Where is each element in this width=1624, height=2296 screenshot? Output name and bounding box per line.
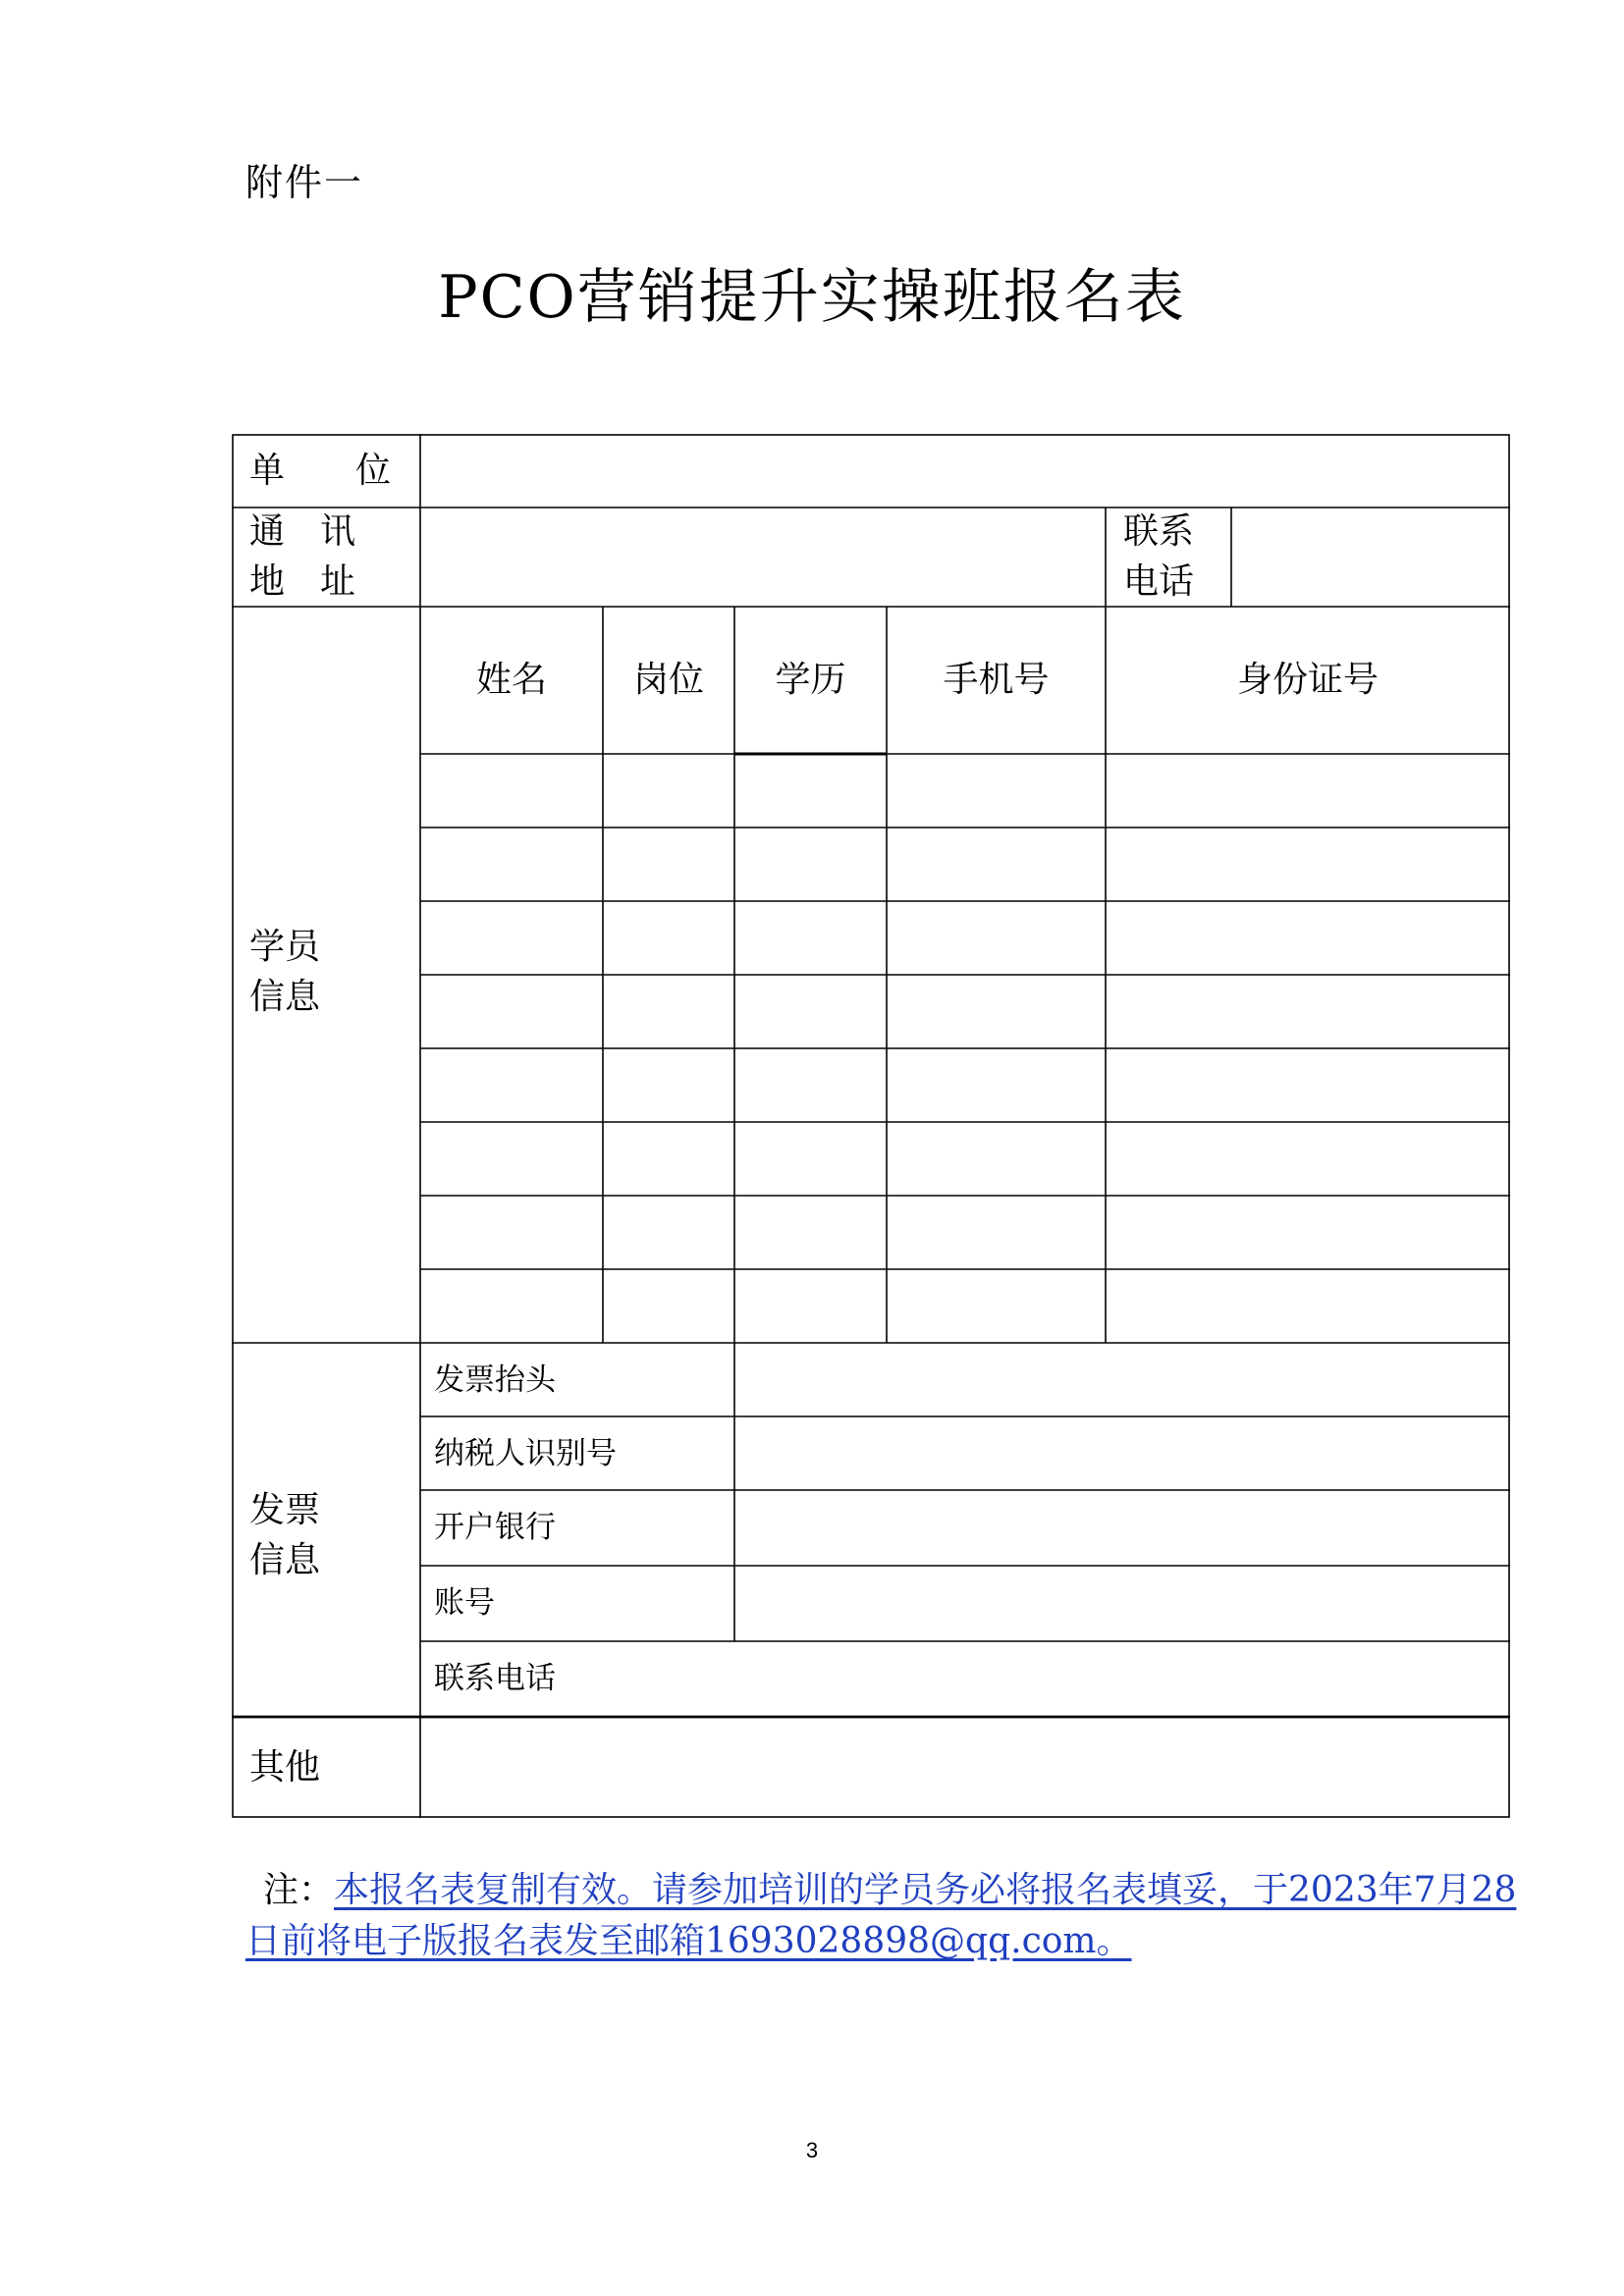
invoice-field-bank: 开户银行 — [434, 1510, 556, 1545]
student-info-label-line1: 学员 — [249, 927, 321, 967]
other-label: 其他 — [249, 1747, 321, 1788]
note-prefix: 注： — [263, 1870, 335, 1910]
invoice-phone-input[interactable] — [737, 1644, 1507, 1714]
contact-phone-label-line2: 电话 — [1123, 561, 1195, 602]
column-header-name: 姓名 — [475, 660, 547, 700]
invoice-field-account: 账号 — [434, 1585, 495, 1621]
invoice-account-input[interactable] — [737, 1569, 1507, 1638]
contact-phone-label-line1: 联系 — [1123, 511, 1195, 552]
invoice-taxpayer-id-input[interactable] — [737, 1419, 1507, 1487]
column-header-id-number: 身份证号 — [1236, 660, 1379, 700]
other-input[interactable] — [423, 1720, 1507, 1815]
invoice-title-input[interactable] — [737, 1346, 1507, 1414]
column-header-education: 学历 — [775, 660, 846, 700]
column-header-position: 岗位 — [632, 660, 704, 700]
invoice-info-label-line2: 信息 — [249, 1540, 321, 1580]
contact-phone-input[interactable] — [1234, 510, 1507, 604]
address-label-line2: 地 址 — [249, 561, 356, 602]
page-title: PCO营销提升实操班报名表 — [438, 263, 1186, 332]
invoice-field-taxpayer-id: 纳税人识别号 — [434, 1436, 617, 1471]
invoice-field-phone: 联系电话 — [434, 1661, 556, 1696]
note-text: 本报名表复制有效。请参加培训的学员务必将报名表填妥，于2023年7月28日前将电子版报名表发至邮箱1693028898@qq.com。 — [245, 1870, 1517, 1961]
page-number: 3 — [805, 2138, 819, 2163]
invoice-field-title: 发票抬头 — [434, 1362, 556, 1398]
student-info-label-line2: 信息 — [249, 977, 321, 1017]
registration-form-table — [232, 434, 1510, 1818]
unit-label: 单 位 — [249, 451, 392, 491]
attachment-label: 附件一 — [245, 161, 364, 204]
address-input[interactable] — [423, 510, 1103, 604]
column-header-mobile: 手机号 — [943, 660, 1050, 700]
invoice-bank-input[interactable] — [737, 1493, 1507, 1563]
note — [245, 1865, 1522, 1967]
unit-input[interactable] — [423, 437, 1503, 506]
invoice-info-label-line1: 发票 — [249, 1490, 321, 1530]
address-label-line1: 通 讯 — [249, 511, 356, 552]
